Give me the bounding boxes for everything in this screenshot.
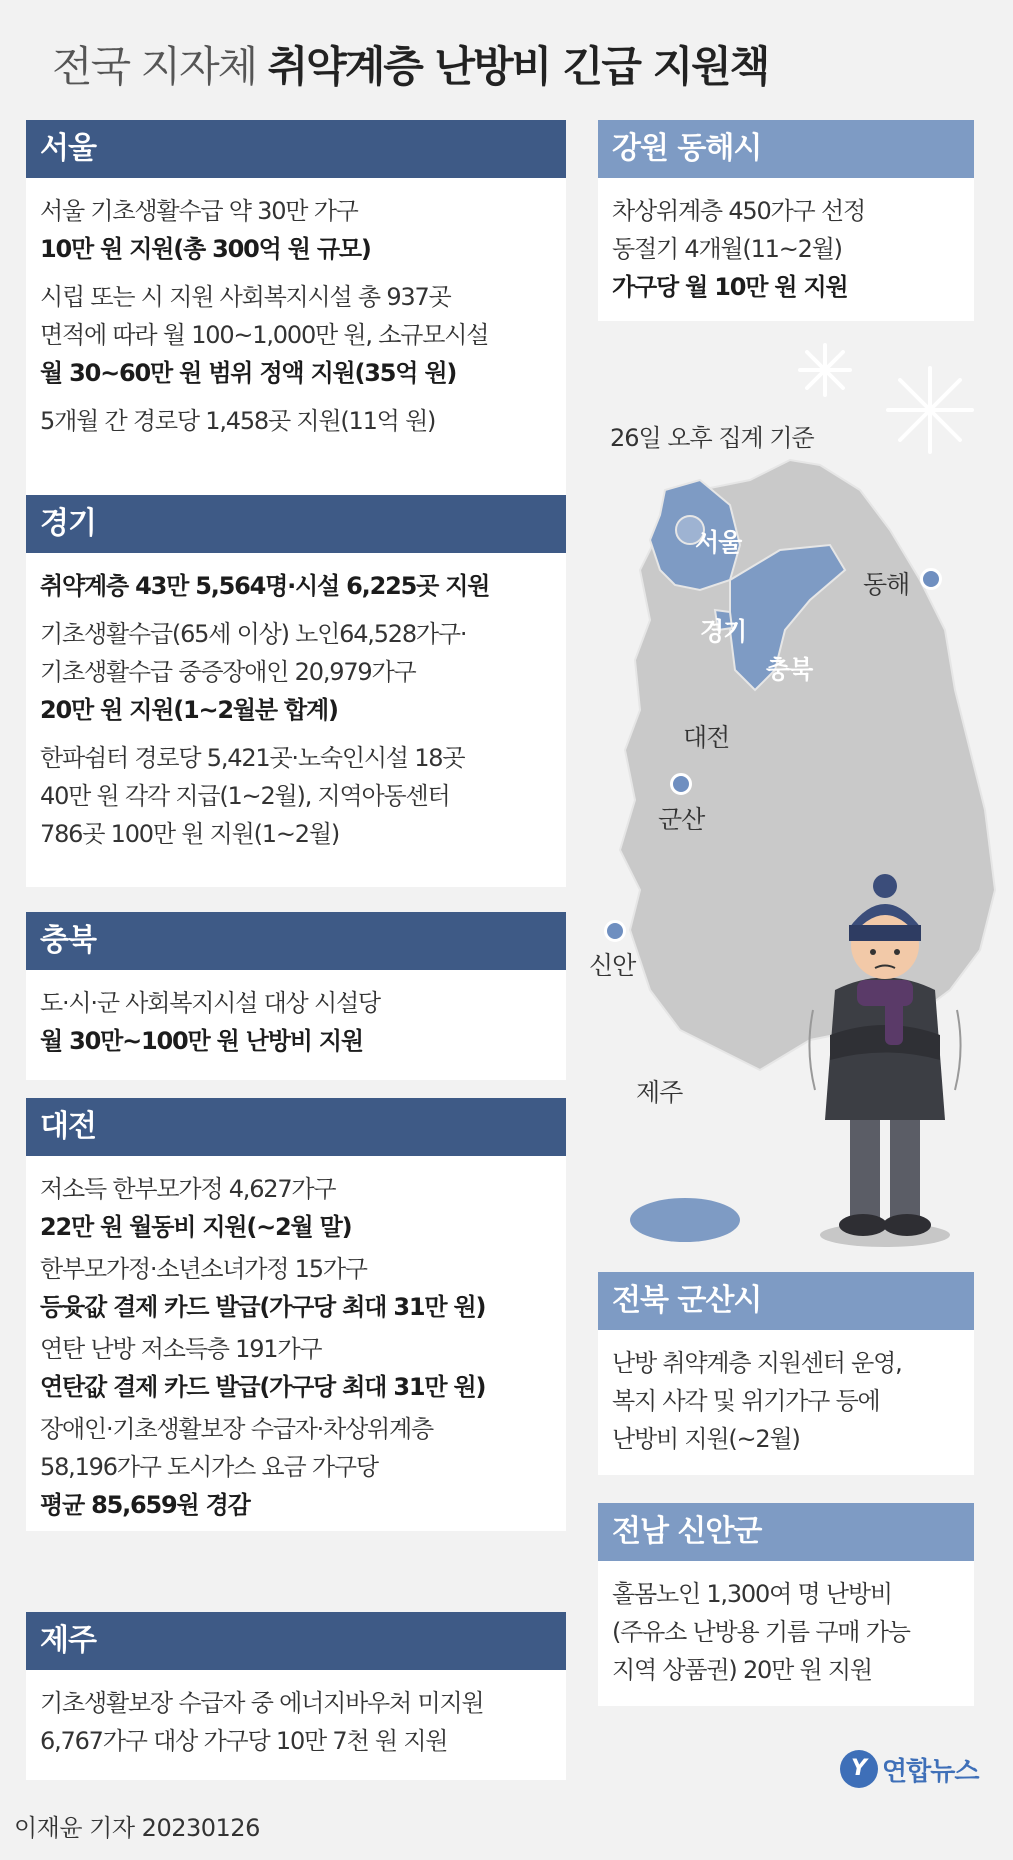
section-head: 전북 군산시 [598,1272,974,1330]
map-label-donghae: 동해 [863,570,910,599]
text-line: 복지 사각 및 위기가구 등에 [612,1387,880,1415]
text-line: 월 30~60만 원 범위 정액 지원(35억 원) [40,359,457,387]
map-jeju [630,1198,740,1242]
text-line: 가구당 월 10만 원 지원 [612,273,848,301]
text-line: 786곳 100만 원 지원(1~2월) [40,820,339,848]
text-line: 홀몸노인 1,300여 명 난방비 [612,1580,892,1608]
text-line: 기초생활수급(65세 이상) 노인64,528가구· [40,620,467,648]
section-daejeon [26,1098,566,1531]
section-body [598,178,974,321]
text-line: 시립 또는 시 지원 사회복지시설 총 937곳 [40,283,451,311]
section-head: 강원 동해시 [598,120,974,178]
map-label-gyeonggi: 경기 [700,617,747,646]
logo-text: 연합뉴스 [882,1756,979,1787]
map-caption: 26일 오후 집계 기준 [610,424,814,452]
text-line: 면적에 따라 월 100~1,000만 원, 소규모시설 [40,321,489,349]
section-chungbuk [26,912,566,1080]
map-label-chungbuk: 충북 [766,655,813,684]
section-seoul [26,120,566,523]
text-line: 22만 원 월동비 지원(~2월 말) [40,1213,352,1241]
section-body [598,1330,974,1475]
text-line: 동절기 4개월(11~2월) [612,235,842,263]
text-line: 20만 원 지원(1~2월분 합계) [40,696,338,724]
section-head: 경기 [26,495,566,553]
text-line: 난방 취약계층 지원센터 운영, [612,1349,902,1377]
section-body [598,1561,974,1706]
text-line: 평균 85,659원 경감 [40,1491,250,1519]
cold-person-illustration [795,870,975,1260]
reporter-credit: 이재윤 기자 20230126 [14,1814,260,1842]
title-bold: 취약계층 난방비 긴급 지원책 [267,42,769,91]
section-sinan [598,1503,974,1706]
section-head: 대전 [26,1098,566,1156]
text-line: 5개월 간 경로당 1,458곳 지원(11억 원) [40,407,436,435]
text-line: 한부모가정·소년소녀가정 15가구 [40,1255,367,1283]
text-line: 월 30만~100만 원 난방비 지원 [40,1027,363,1055]
map-label-sinan: 신안 [589,951,636,980]
text-line: (주유소 난방용 기름 구매 가능 [612,1618,910,1646]
section-gyeonggi [26,495,566,887]
section-head: 서울 [26,120,566,178]
map-label-gunsan: 군산 [658,805,705,834]
text-line: 40만 원 각각 지급(1~2월), 지역아동센터 [40,782,450,810]
text-line: 차상위계층 450가구 선정 [612,197,865,225]
logo-mark: Y [840,1750,878,1788]
map-dot-sinan [604,920,626,942]
section-head: 충북 [26,912,566,970]
text-line: 58,196가구 도시가스 요금 가구당 [40,1453,378,1481]
text-line: 등윳값 결제 카드 발급(가구당 최대 31만 원) [40,1293,486,1321]
text-line: 기초생활보장 수급자 중 에너지바우처 미지원 [40,1689,484,1717]
snowflake-icon [800,345,972,452]
map-dot-donghae [920,568,942,590]
text-line: 10만 원 지원(총 300억 원 규모) [40,235,371,263]
section-body [26,178,566,523]
section-donghae [598,120,974,321]
section-head: 전남 신안군 [598,1503,974,1561]
page-title [52,34,768,94]
section-body [26,553,566,887]
text-line: 지역 상품권) 20만 원 지원 [612,1656,872,1684]
map-label-daejeon: 대전 [683,723,730,752]
text-line: 도·시·군 사회복지시설 대상 시설당 [40,989,380,1017]
text-line: 기초생활수급 중증장애인 20,979가구 [40,658,416,686]
section-body [26,1670,566,1780]
text-line: 장애인·기초생활보장 수급자·차상위계층 [40,1415,434,1443]
section-gunsan [598,1272,974,1475]
text-line: 난방비 지원(~2월) [612,1425,800,1453]
section-jeju [26,1612,566,1780]
text-line: 6,767가구 대상 가구당 10만 7천 원 지원 [40,1727,448,1755]
title-light: 전국 지자체 [52,42,268,91]
text-line: 한파쉼터 경로당 5,421곳·노숙인시설 18곳 [40,744,465,772]
map-dot-gunsan [670,773,692,795]
section-body [26,1156,566,1531]
yonhap-logo [840,1750,978,1788]
text-line: 취약계층 43만 5,564명·시설 6,225곳 지원 [40,572,490,600]
text-line: 연탄 난방 저소득층 191가구 [40,1335,322,1363]
section-head: 제주 [26,1612,566,1670]
section-body [26,970,566,1080]
map-label-jeju: 제주 [636,1078,683,1107]
map-label-seoul: 서울 [695,528,742,557]
text-line: 서울 기초생활수급 약 30만 가구 [40,197,358,225]
text-line: 연탄값 결제 카드 발급(가구당 최대 31만 원) [40,1373,486,1401]
text-line: 저소득 한부모가정 4,627가구 [40,1175,336,1203]
